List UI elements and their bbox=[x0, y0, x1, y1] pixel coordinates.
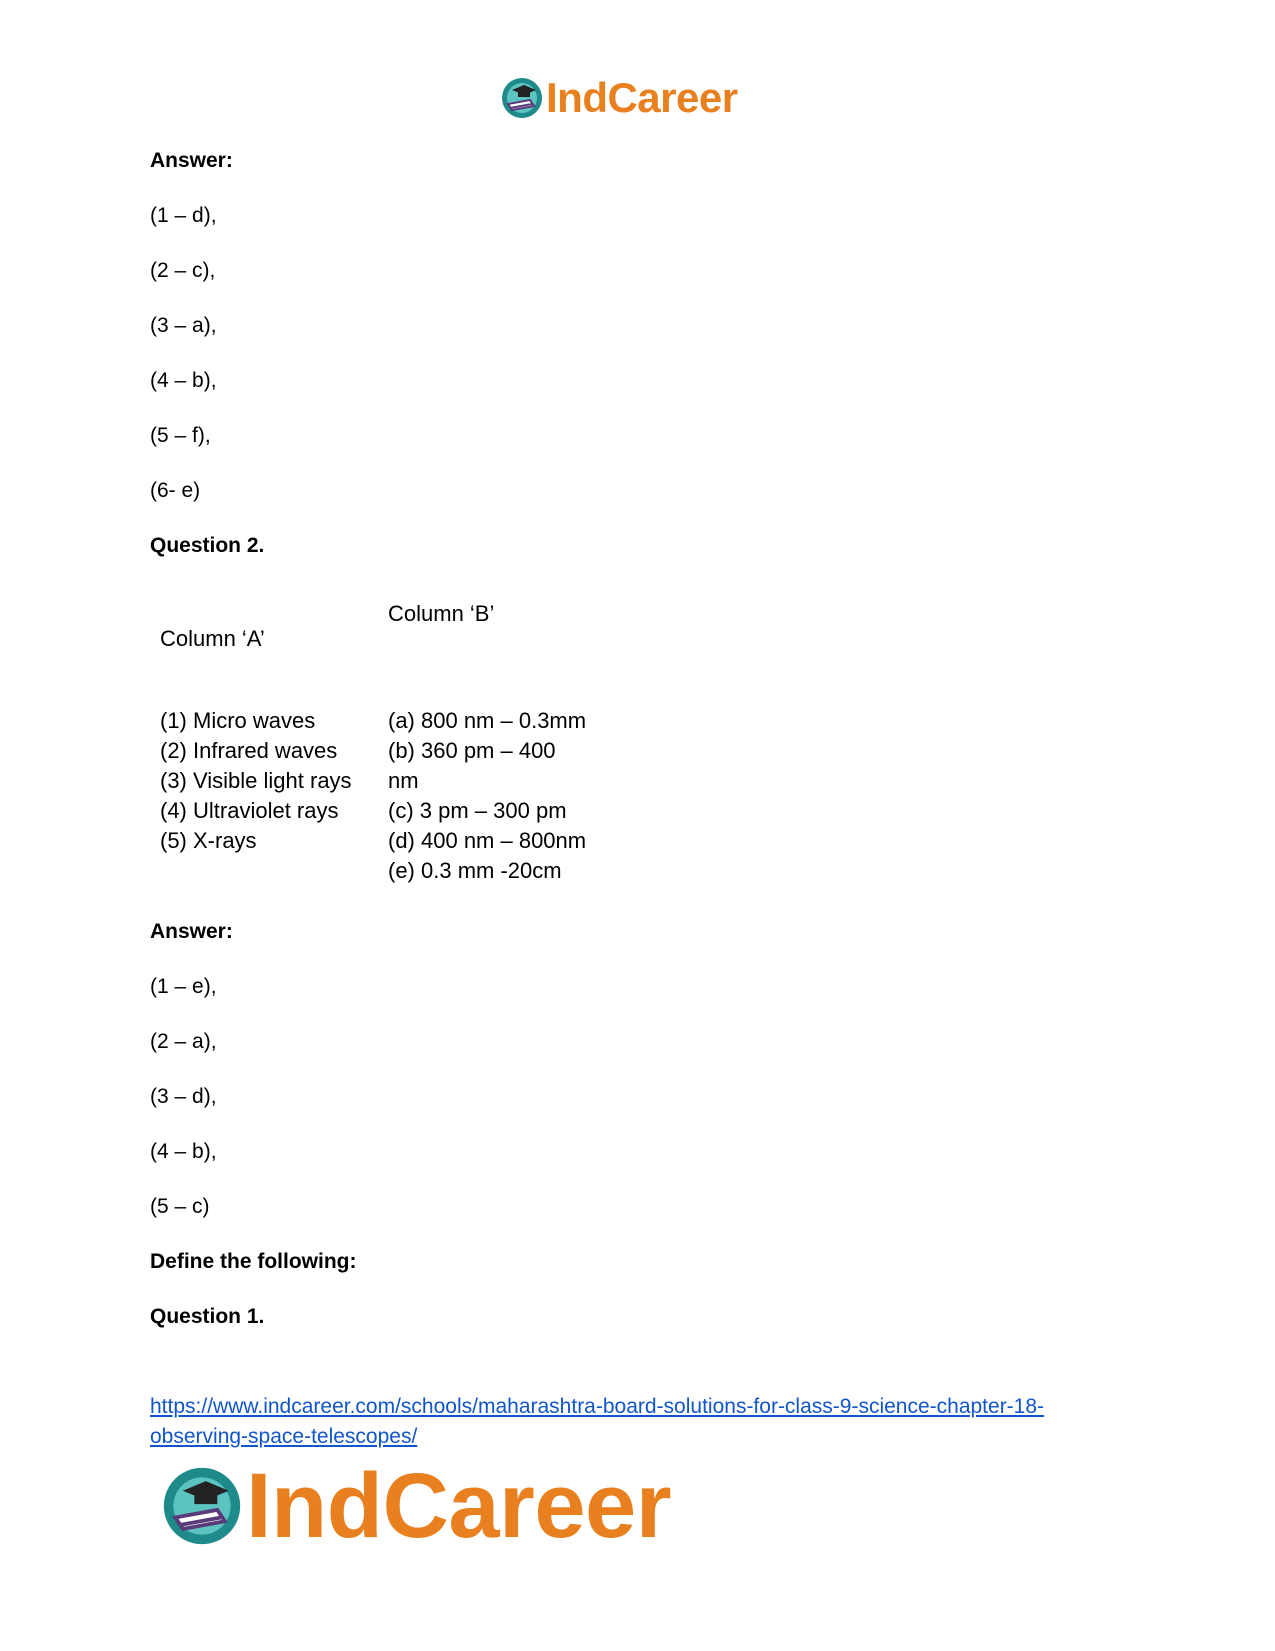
column-a-item: (3) Visible light rays bbox=[160, 768, 352, 793]
header-logo bbox=[500, 76, 738, 120]
answer-item: (5 – f), bbox=[150, 424, 211, 447]
column-b-item: (b) 360 pm – 400 bbox=[388, 738, 556, 763]
answer-item: (4 – b), bbox=[150, 1140, 217, 1163]
column-a-item: (5) X-rays bbox=[160, 828, 257, 853]
logo-text: IndCareer bbox=[546, 74, 738, 121]
answer-heading: Answer: bbox=[150, 149, 233, 172]
column-b-item: (d) 400 nm – 800nm bbox=[388, 828, 587, 853]
answer-item: (1 – e), bbox=[150, 975, 217, 998]
section-heading: Define the following: bbox=[150, 1250, 357, 1273]
column-a-item: (4) Ultraviolet rays bbox=[160, 798, 339, 823]
answer-heading: Answer: bbox=[150, 920, 233, 943]
source-link[interactable] bbox=[150, 1392, 1150, 1452]
footer-logo bbox=[160, 1455, 671, 1557]
answer-item: (2 – a), bbox=[150, 1030, 217, 1053]
answer-item: (6- e) bbox=[150, 479, 201, 502]
answer-item: (3 – d), bbox=[150, 1085, 217, 1108]
column-b-list bbox=[388, 706, 586, 886]
graduation-book-icon bbox=[500, 76, 544, 120]
column-b-item: nm bbox=[388, 768, 419, 793]
answer-item: (1 – d), bbox=[150, 204, 217, 227]
answer-item: (3 – a), bbox=[150, 314, 217, 337]
column-a-item: (2) Infrared waves bbox=[160, 738, 338, 763]
column-b-item: (a) 800 nm – 0.3mm bbox=[388, 708, 587, 733]
answer-item: (2 – c), bbox=[150, 259, 216, 282]
column-a-list bbox=[160, 706, 352, 856]
column-b-item: (c) 3 pm – 300 pm bbox=[388, 798, 567, 823]
source-link-line[interactable]: observing-space-telescopes/ bbox=[150, 1425, 418, 1448]
column-a-header: Column ‘A’ bbox=[160, 626, 265, 651]
source-link-line[interactable]: https://www.indcareer.com/schools/maharashtra-board-solutions-for-class-9-science-chapter-18- bbox=[150, 1395, 1045, 1418]
answer-item: (4 – b), bbox=[150, 369, 217, 392]
question-heading: Question 1. bbox=[150, 1305, 265, 1328]
column-a-item: (1) Micro waves bbox=[160, 708, 316, 733]
answer-item: (5 – c) bbox=[150, 1195, 210, 1218]
logo-text: IndCareer bbox=[246, 1455, 671, 1557]
question-heading: Question 2. bbox=[150, 534, 265, 557]
graduation-book-icon bbox=[160, 1464, 244, 1548]
column-b-header: Column ‘B’ bbox=[388, 601, 495, 626]
column-b-item: (e) 0.3 mm -20cm bbox=[388, 858, 562, 883]
